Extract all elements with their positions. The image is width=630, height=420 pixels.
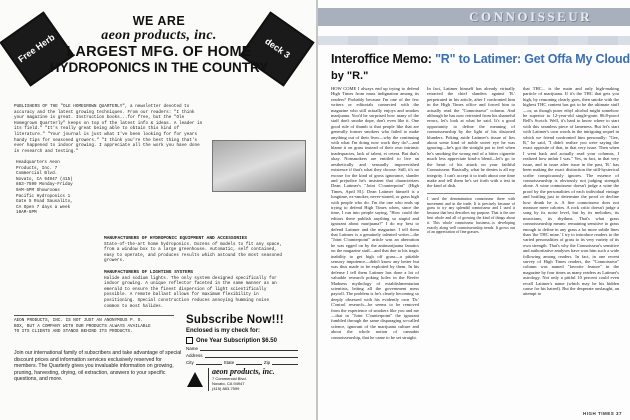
section-title: CONNOISSEUR bbox=[469, 9, 592, 24]
subscribe-form bbox=[186, 314, 298, 412]
lighting-body: Halide and sodium lights. The only system designed specifically for indoor growing. A unique reflector faceted in the same manner as an emerald to ensure the finest dispersion of light scientifically possible. A remote ballast allows for maximum flexibility in positioning. Special construction reduces annoying humming noise common to most halides. bbox=[104, 275, 277, 309]
stamp-left-label: Free Herb bbox=[16, 32, 57, 65]
name-field[interactable] bbox=[186, 346, 298, 351]
headline-memo: Interoffice Memo: bbox=[331, 52, 432, 66]
triangle-logo-icon bbox=[186, 372, 204, 388]
equipment-section bbox=[104, 236, 284, 264]
headline-subtitle: "R" to Latimer: Get Offa My Cloud bbox=[435, 52, 630, 66]
logo-text bbox=[208, 368, 275, 391]
section-banner bbox=[318, 8, 630, 26]
subscription-option-label: One Year Subscription $6.50 bbox=[196, 337, 277, 344]
city-label: City bbox=[186, 360, 194, 365]
address-block: Headquarters Aeon Products, Inc. 7 Commercial Blvd. Novato, CA 94947 (415) 883-7599 Monday-Friday 9AM-5PM Showrooms Pacific Hydroponics 1 Gate 5 Road Sausalito, CA Open 7 days a week 10AM-5PM bbox=[16, 160, 73, 216]
divider bbox=[14, 315, 174, 316]
logo-address-1: 7 Commercial Blvd. bbox=[212, 376, 247, 381]
ad-headline-1: LARGEST MFG. OF HOME bbox=[66, 44, 252, 60]
page-footer: HIGH TIMES 37 bbox=[582, 411, 622, 416]
ad-headline-2: HYDROPONICS IN THE COUNTRY bbox=[49, 60, 269, 75]
logo-phone: (415) 883-7599 bbox=[212, 386, 240, 391]
stamp-right-label: deck 3 bbox=[263, 36, 292, 61]
logo-company-name: aeon products, inc. bbox=[212, 367, 275, 376]
article-column-1: HOW COME I always end up trying to defend High Times from mass indignation among its readers? Probably because I'm one of the few writers or editorials connected with the magazine who still actually enjoys and smokes marijuana. You'd be surprised how many of the staff don't smoke dope, don't even like it. One good rule of thumb is that people like that are generally former smokers who failed to make anything out of their lives—why the continuing with what I'm doing now work they do?—and blame it on grass instead of their own intrinsic inadequacies, lack of talent, et cetera. But that's okay. Nonsmokers are entitled to live an aesthetically and sensually impoverished existence if that's what they choose. Still, it's no excuse for the kind of gross ignorance, slander and prejudice he's insistent that characterizes Dean Latimer's "Joint C'ounterpoint" (High Times, April 81). Dean Latimer himself is a longtime, ex-smoker, never-stoned, or grass high with people who do. I'm the one who ends up trying to defend High Times when, since the time, I run into people saying, "How could the editors there publish anything so stupid and ignorant about marijuana?" I do my best to defend Latimer and the magazine. I tell them that Latimer is a genuinely talented writer—the "Joint C'ounterpoint" article was an aberration he was egged on by the antimarijuana fanatics on the magazine staff—and that due to his tragic inability to get high off grass—a pitiable sensory impotence—didn't know any better but was thus made to be exploited by them. In his defense I tell them Latimer has done a lot of valuable research poking holes in the Reefer Madness mythology of establishmentarian scientists, letting all the government mess payroll. The problem is he's clearly becoming so deeply obsessed with his evidently own 'Dr.' C'ontrol research—he seems to be removed from the experience of smokers like you and me—that in "Joint C'ounterpoint" the ignorant fumbled through the same disparaging so-called science, ignorant of the marijuana culture and about the whole notion of cannabis connoisseurship, that he came to be set straight. bbox=[331, 86, 419, 340]
address-label: Address bbox=[186, 353, 203, 358]
zip-label: Zip bbox=[263, 360, 271, 365]
equipment-photo bbox=[212, 140, 306, 192]
state-label: State bbox=[223, 360, 235, 365]
ad-header bbox=[49, 14, 269, 75]
join-text: Join our international family of subscribers and take advantage of special discount prices and information services exclusively reserved for members. The Quarterly gives you invaluable information on growing, pruning, harvesting, drying, oil extraction, answers to your specific questions, and more. bbox=[14, 350, 182, 383]
aeon-logo bbox=[186, 368, 298, 391]
address-field[interactable] bbox=[186, 353, 298, 358]
article-page bbox=[318, 0, 630, 420]
checkbox-icon[interactable] bbox=[186, 337, 193, 344]
enclosed-label: Enclosed is my check for: bbox=[186, 328, 261, 334]
byline: by "R." bbox=[331, 70, 369, 82]
subscribe-title: Subscribe Now!!! bbox=[186, 314, 284, 326]
we-are-label: WE ARE bbox=[132, 14, 186, 28]
banner-strip bbox=[318, 36, 630, 45]
article-column-2 bbox=[427, 86, 515, 235]
company-name: aeon products, inc. bbox=[101, 28, 217, 43]
equipment-title: MANUFACTURERS OF HYDROPONIC EQUIPMENT AND ACCESSORIES bbox=[104, 236, 248, 241]
column-2-text: In fact, Latimer himself has already virtually retracted the chief slanders against 'R.' perpetrated in his article, after I confronted him in the High Times office and forced him to actually read the "Connoisseur" column. And although he has now retreated from his shameful errors, let's look at what he said. It's a good opportunity to define the meaning of connoisseurship by the light of his distorted blunders. Poking aside Latimer's tissue of lies about some kind of noble sweet eye he was ignoring—he's got the straight pot to feel when he's smoking the wrong end of a bitter cigarette much less appreciate kind-a blend—let's go to the heart of his attack on your faithful Connoisseur. Basically, what he denies is all my integrity. I can't accept it to truth about one time make and tell them he's set forth with a test in the kind of dish. bbox=[427, 86, 515, 189]
company-notice: AEON PRODUCTS, INC. IS NOT JUST AN ANONYMOUS P. O. BOX, BUT A COMPANY WITH OUR PRODUCTS ALWAYS AVAILABLE TO ITS CLIENTS AND STANDS BEHIND ITS PRODUCTS. bbox=[14, 318, 151, 335]
ad-intro-text: PUBLISHERS OF THE "OLE HOMEGROWN QUARTERLY", a newsletter devoted to accuracy and the latest growing techniques. From our readers: "I think your magazine is great. Instruction books...for free, but the "Ole Homegrown Quarterly" keeps on top of the latest info & ideas. A leader in its field." "It's really great being able to obtain this kind of literature." "Your journal is just what I've been looking for for years handy tips for seasoned growers." "I think you're the best thing that's ever happened to indoor growing. I appreciate all the work you have done in research and testing." bbox=[14, 104, 203, 154]
article-column-3: that THC... is the main and only high-making particle of marijuana. If it's the THC that gets you high, by reasoning clearly goes, then smoke with the highest THC content has got to be the ultimate stuff—or, as though purer ethyl alcohol might somehow be superior to 12-year-old single-grain 86.8-proof Bell's Scotch. Well, it's hard to know where to start with this seamless piece of lameness. But let's start with Latimer's own words in the intriguing sequel in which we friend confronted him personally: "Gee, R," he said, "I didn't realize you were saying the exact opposite of that, in that very issue. Then when I went back and actually read your columns, I realized how unfair I was." Yes, in fact, in that very issue, and in issue after issue in the past, 'R.' has been making the exact distinction the still-hysterical scribe conspicuously ignores. The essence of connoisseurship is obviously not judging strength alone. A wine connoisseur doesn't judge a wine the proof by the personalities of each individual vintage and bottling just to determine the proof or decline how drunk he is. A fine connoisseur does not measure mere calories. A rock critic doesn't judge a song by its noise level, but by its melodies, its musicians, its rhythms. That's what grass connoisseurship means: remaining sensitive to grass enough to define in any grass a lot more subtle lines than 'the THC mine.' I try to introduce readers to the varied personalities of grass to its very variety of its own strength. That's why the Connoisseur's sensitive and authoritative analyses have won him such a wide following among readers. In fact, in one recent survey of High Times readers, the "Connoisseur" column was named "favorite feature" in the magazine by four times as many readers as Latimer's astrology. Not only a pitiful 10 percent could even recall Latimer's name (which may be his hidden cause for his hatred). But the desperate onslaught, an attempt to bbox=[523, 86, 619, 297]
pull-quote: I used the denomination connoisseur there with movement and in the trade. It is precisely because of grass to try any splendid connoisseur and I used it because that best describes my purpose. That is the one best whole and all of growing the kind of things about it. This whole connoisseur business...is developing exactly along well connoisseurship trends. It grows out of an appreciation of fine grasses. bbox=[427, 193, 515, 235]
article-headline bbox=[331, 52, 630, 82]
lighting-section bbox=[104, 270, 284, 309]
name-label: Name bbox=[186, 346, 199, 351]
logo-address-2: Novato, CA 94947 bbox=[212, 381, 245, 386]
lighting-title: MANUFACTURERS OF LIGHTING SYSTEMS bbox=[104, 270, 194, 275]
subscription-option[interactable] bbox=[186, 337, 298, 344]
equipment-body: State-of-the-art home hydroponics. Dozens of models to fit any space, from a window box to a large greenhouse. Automatic, self contained, easy to operate, and produces results which astound the most seasoned growers. bbox=[104, 241, 282, 264]
city-field[interactable] bbox=[186, 360, 298, 365]
